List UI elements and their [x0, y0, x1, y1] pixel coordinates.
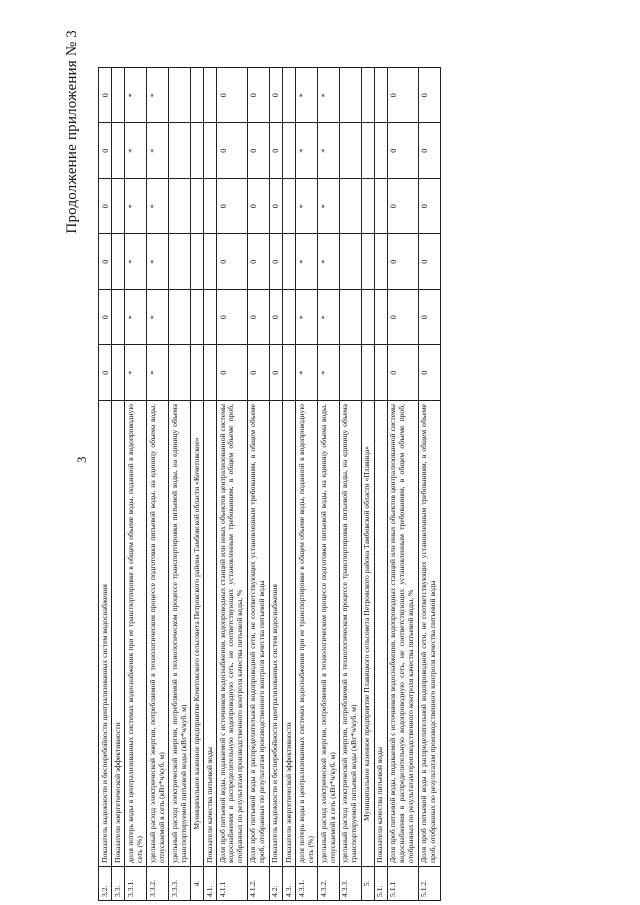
value-cell: 0 [269, 123, 282, 179]
value-cell [112, 234, 125, 290]
value-cell: * [296, 345, 318, 401]
value-cell [283, 68, 296, 124]
value-cell: 0 [418, 179, 440, 235]
section-title: Муниципальное казенное предприятие Кочетовского сельсовета Петровского района Тамбовской области «Кочетовское» [191, 401, 204, 867]
value-cell: * [296, 290, 318, 346]
value-cell [283, 234, 296, 290]
indicator-name: Доля проб питьевой воды, подаваемой с источников водоснабжения, водопроводных станций или иных объектов централизованной системы водоснабжения в распределительную водопроводную сеть, не соответствующих установленным требованиям, в общем объеме проб, отобранных по результатам производственного контроля качества питьевой воды, % [217, 401, 248, 867]
indicator-name: Показатель надежности и бесперебойности централизованных систем водоснабжения [99, 401, 112, 867]
value-cell: 0 [99, 123, 112, 179]
value-cell: * [125, 179, 147, 235]
table-row [204, 68, 217, 901]
table-row [125, 68, 147, 901]
value-cell: 0 [418, 345, 440, 401]
value-cell [169, 123, 191, 179]
value-cell: * [296, 123, 318, 179]
indicator-name: Доля проб питьевой воды в распределительной водопроводной сети, не соответствующих установленным требованиям, в общем объеме проб, отобранных по результатам производственного контроля качества питьевой воды [418, 401, 440, 867]
table-row [99, 68, 112, 901]
row-number: 5.1.2. [418, 867, 440, 901]
value-cell: 0 [418, 68, 440, 124]
value-cell [112, 290, 125, 346]
table-row [361, 68, 374, 901]
value-cell [339, 68, 361, 124]
value-cell: * [147, 345, 169, 401]
indicator-name: Показатели качества питьевой воды [204, 401, 217, 867]
value-cell: 0 [269, 290, 282, 346]
indicators-table [98, 67, 441, 901]
value-cell: * [296, 234, 318, 290]
value-cell: 0 [217, 234, 248, 290]
value-cell: 0 [269, 68, 282, 124]
value-cell [339, 345, 361, 401]
value-cell: * [318, 68, 340, 124]
value-cell: * [318, 123, 340, 179]
value-cell [374, 123, 387, 179]
value-cell: * [125, 123, 147, 179]
row-number: 3.3.3. [169, 867, 191, 901]
value-cell [339, 179, 361, 235]
indicator-name: удельный расход электрической энергии, потребляемой в технологическом процессе транспортировки питьевой воды, на единицу объема транспортируемой питьевой воды (кВт*ч/куб. м) [339, 401, 361, 867]
value-cell [339, 234, 361, 290]
value-cell: * [125, 290, 147, 346]
indicator-name: удельный расход электрической энергии, потребляемой в технологическом процессе транспортировки питьевой воды, на единицу объема транспортируемой питьевой воды (кВт*ч/куб. м) [169, 401, 191, 867]
row-number: 3.3.1. [125, 867, 147, 901]
value-cell: * [125, 68, 147, 124]
table-row [374, 68, 387, 901]
row-number: 4.1.2. [247, 867, 269, 901]
value-cell [191, 123, 204, 179]
value-cell: * [318, 179, 340, 235]
row-number: 3.3.2. [147, 867, 169, 901]
row-number: 3.2. [99, 867, 112, 901]
indicator-name: Показатель надежности и бесперебойности централизованных систем водоснабжения [269, 401, 282, 867]
value-cell [283, 179, 296, 235]
indicator-name: Доля проб питьевой воды в распределительной водопроводной сети, не соответствующих установленным требованиям, в общем объеме проб, отобранных по результатам производственного контроля качества питьевой воды [247, 401, 269, 867]
value-cell [339, 290, 361, 346]
value-cell: * [296, 179, 318, 235]
table-row [339, 68, 361, 901]
row-number: 4.3. [283, 867, 296, 901]
value-cell [112, 68, 125, 124]
continuation-heading: Продолжение приложения № 3 [64, 30, 80, 234]
value-cell [361, 123, 374, 179]
value-cell [204, 345, 217, 401]
row-number: 4. [191, 867, 204, 901]
value-cell [361, 234, 374, 290]
value-cell: * [125, 345, 147, 401]
indicator-name: Показатели качества питьевой воды [374, 401, 387, 867]
value-cell [283, 123, 296, 179]
value-cell [374, 290, 387, 346]
value-cell: 0 [217, 179, 248, 235]
indicator-name: доля потерь воды в централизованных системах водоснабжения при ее транспортировке в общем объеме воды, поданной в водопроводную сеть (%) [296, 401, 318, 867]
table-row [112, 68, 125, 901]
value-cell: 0 [217, 68, 248, 124]
value-cell: 0 [99, 179, 112, 235]
section-title: Муниципальное казенное предприятие Плавицкого сельсовета Петровского района Тамбовской области «Плавица» [361, 401, 374, 867]
indicator-name: доля потерь воды в централизованных системах водоснабжения при ее транспортировке в общем объеме воды, поданной в водопроводную сеть (%) [125, 401, 147, 867]
value-cell [191, 290, 204, 346]
row-number: 5. [361, 867, 374, 901]
value-cell [169, 345, 191, 401]
table-row [418, 68, 440, 901]
indicator-name: удельный расход электрической энергии, потребляемой в технологическом процессе подготовки питьевой воды, на единицу объема воды, отпускаемой в сеть (кВт*ч/куб. м) [147, 401, 169, 867]
row-number: 4.1. [204, 867, 217, 901]
value-cell [339, 123, 361, 179]
value-cell: * [147, 123, 169, 179]
value-cell: 0 [99, 234, 112, 290]
indicator-name: удельный расход электрической энергии, потребляемой в технологическом процессе подготовки питьевой воды, на единицу объема воды, отпускаемой в сеть (кВт*ч/куб. м) [318, 401, 340, 867]
table-row [318, 68, 340, 901]
value-cell [191, 179, 204, 235]
value-cell [361, 179, 374, 235]
value-cell [204, 68, 217, 124]
value-cell: * [318, 345, 340, 401]
value-cell [204, 234, 217, 290]
table-row [283, 68, 296, 901]
value-cell: 0 [387, 345, 418, 401]
value-cell: 0 [387, 290, 418, 346]
value-cell: 0 [387, 123, 418, 179]
table-row [191, 68, 204, 901]
value-cell [374, 234, 387, 290]
value-cell: 0 [269, 179, 282, 235]
value-cell: 0 [217, 290, 248, 346]
value-cell [112, 179, 125, 235]
indicator-name: Показатели энергетической эффективности [283, 401, 296, 867]
value-cell: 0 [247, 234, 269, 290]
value-cell [112, 345, 125, 401]
row-number: 4.2. [269, 867, 282, 901]
value-cell [204, 179, 217, 235]
value-cell: * [125, 234, 147, 290]
indicator-name: Показатели энергетической эффективности [112, 401, 125, 867]
table-row [296, 68, 318, 901]
value-cell [374, 179, 387, 235]
value-cell [169, 290, 191, 346]
table-body [99, 68, 441, 901]
value-cell: 0 [418, 290, 440, 346]
table-row [147, 68, 169, 901]
value-cell [204, 123, 217, 179]
value-cell [361, 345, 374, 401]
value-cell: 0 [247, 345, 269, 401]
value-cell: 0 [247, 179, 269, 235]
value-cell [169, 179, 191, 235]
value-cell: 0 [269, 345, 282, 401]
value-cell: * [318, 290, 340, 346]
value-cell: 0 [387, 179, 418, 235]
value-cell: 0 [99, 68, 112, 124]
value-cell: * [147, 234, 169, 290]
value-cell: * [318, 234, 340, 290]
value-cell: * [147, 179, 169, 235]
value-cell [374, 345, 387, 401]
row-number: 4.1.1 [217, 867, 248, 901]
value-cell: 0 [247, 290, 269, 346]
row-number: 5.1. [374, 867, 387, 901]
row-number: 5.1.1 [387, 867, 418, 901]
value-cell: 0 [217, 345, 248, 401]
row-number: 4.3.1. [296, 867, 318, 901]
table-row [217, 68, 248, 901]
value-cell [191, 234, 204, 290]
value-cell: 0 [387, 68, 418, 124]
value-cell: 0 [269, 234, 282, 290]
value-cell: 0 [387, 234, 418, 290]
value-cell [361, 290, 374, 346]
value-cell [169, 68, 191, 124]
value-cell: 0 [99, 290, 112, 346]
value-cell: * [296, 68, 318, 124]
value-cell [169, 234, 191, 290]
value-cell: 0 [99, 345, 112, 401]
value-cell: 0 [418, 234, 440, 290]
table-row [269, 68, 282, 901]
value-cell: * [147, 68, 169, 124]
row-number: 4.3.3. [339, 867, 361, 901]
table-row [169, 68, 191, 901]
value-cell: 0 [217, 123, 248, 179]
value-cell [283, 290, 296, 346]
indicator-name: Доля проб питьевой воды, подаваемой с источников водоснабжения, водопроводных станций или иных объектов централизованной системы водоснабжения в распределительную водопроводную сеть, не соответствующих установленным требованиям, в общем объеме проб, отобранных по результатам производственного контроля качества питьевой воды, % [387, 401, 418, 867]
value-cell [191, 68, 204, 124]
page-number: 3 [74, 456, 89, 463]
value-cell [283, 345, 296, 401]
row-number: 4.3.2. [318, 867, 340, 901]
table-row [387, 68, 418, 901]
value-cell [361, 68, 374, 124]
value-cell: * [147, 290, 169, 346]
row-number: 3.3. [112, 867, 125, 901]
value-cell: 0 [418, 123, 440, 179]
value-cell [112, 123, 125, 179]
table-row [247, 68, 269, 901]
value-cell: 0 [247, 123, 269, 179]
value-cell: 0 [247, 68, 269, 124]
value-cell [204, 290, 217, 346]
value-cell [191, 345, 204, 401]
value-cell [374, 68, 387, 124]
